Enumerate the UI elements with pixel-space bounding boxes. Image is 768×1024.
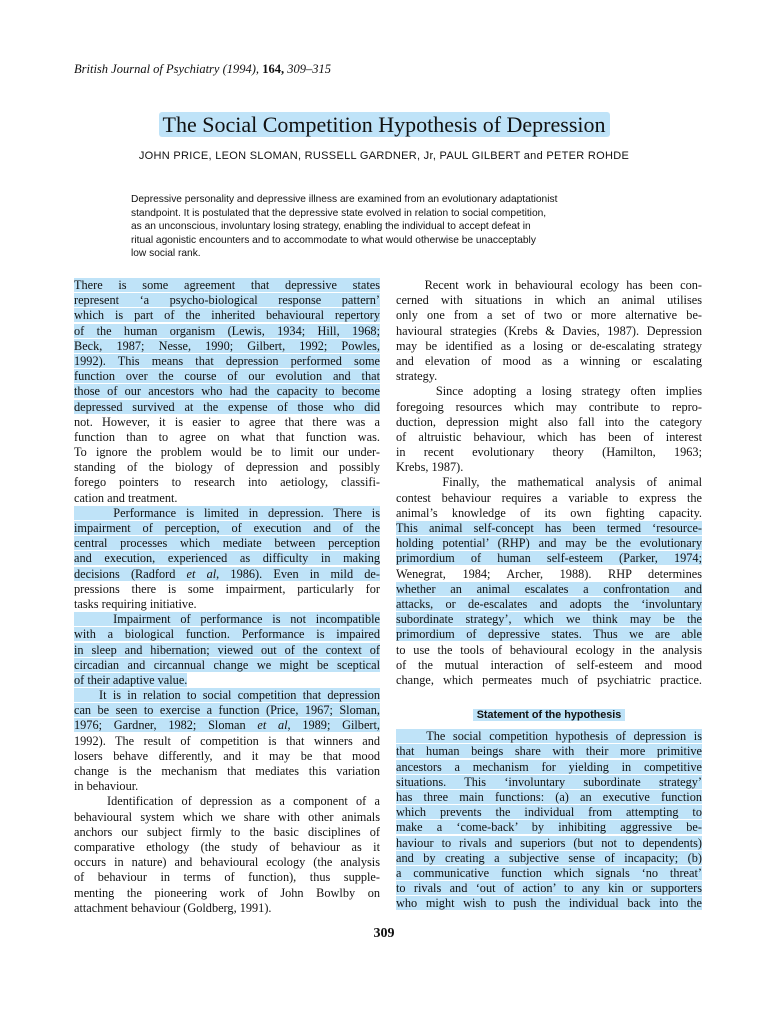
left-column-line[interactable] xyxy=(74,339,380,354)
left-column-line xyxy=(74,749,380,764)
left-column-line xyxy=(74,415,380,430)
line-text[interactable]: attacks, or de-escalates and adopts the ‘involuntary xyxy=(396,596,702,611)
right-column-line xyxy=(396,278,702,293)
line-text[interactable]: subordinate strategy’, which we think may be the xyxy=(396,612,702,627)
right-column-line[interactable] xyxy=(396,790,702,805)
line-text: only one from a set of two or more alternative be- xyxy=(396,308,702,323)
line-text[interactable]: who might wish to push the individual back into the xyxy=(396,896,702,911)
line-text: Since adopting a losing strategy often implies xyxy=(396,384,702,399)
line-text[interactable]: Performance is limited in depression. There is xyxy=(74,505,380,520)
left-column-line xyxy=(74,870,380,885)
line-text[interactable]: circadian and circannual change we might be sceptical xyxy=(74,657,380,672)
left-column-line[interactable] xyxy=(74,551,380,566)
left-column-line xyxy=(74,901,380,916)
left-column-line[interactable] xyxy=(74,612,380,627)
line-text: 1992). The result of competition is that winners and xyxy=(74,733,380,748)
journal-volume: 164, xyxy=(262,62,285,76)
right-column-top xyxy=(396,278,702,688)
right-column-line xyxy=(396,369,702,384)
right-column-line[interactable] xyxy=(396,760,702,775)
left-column-line[interactable] xyxy=(74,718,380,733)
line-text[interactable]: The social competition hypothesis of depression is xyxy=(396,729,702,744)
left-column-line[interactable] xyxy=(74,506,380,521)
abstract-line: as an unconscious, involuntary losing strategy, enabling the individual to accept defeat in xyxy=(131,221,531,232)
left-column-line xyxy=(74,430,380,445)
line-text[interactable]: primordium of human self-esteem (Parker, 1974; xyxy=(396,551,702,566)
article-title-container xyxy=(0,112,768,138)
line-text: change is the mechanism that mediates this variation xyxy=(74,764,380,778)
line-text[interactable]: of the human organism (Lewis, 1934; Hill, 1968; xyxy=(74,323,380,338)
line-text[interactable]: Beck, 1987; Nesse, 1990; Gilbert, 1992; Powles, xyxy=(74,338,380,353)
left-column-line[interactable] xyxy=(74,400,380,415)
line-text: of the mutual interaction of self-esteem and mood xyxy=(396,657,702,672)
line-text: Recent work in behavioural ecology has been con- xyxy=(396,278,702,292)
left-column-line xyxy=(74,445,380,460)
right-column-line xyxy=(396,475,702,490)
line-text[interactable]: has three main functions: (a) an executive function xyxy=(396,790,702,804)
left-column-line[interactable] xyxy=(74,324,380,339)
line-text[interactable]: primordium of depressive states. Thus we are able xyxy=(396,627,702,642)
right-column-line[interactable] xyxy=(396,851,702,866)
right-column-bottom xyxy=(396,729,702,911)
left-column-line xyxy=(74,794,380,809)
right-column-line[interactable] xyxy=(396,729,702,744)
line-text[interactable]: of their adaptive value. xyxy=(74,672,188,687)
line-text: pressions there is some impairment, particularly for xyxy=(74,581,380,596)
article-title[interactable]: The Social Competition Hypothesis of Depression xyxy=(159,112,610,137)
right-column-line xyxy=(396,354,702,369)
line-text[interactable]: in sleep and hibernation; viewed out of the context of xyxy=(74,642,380,657)
journal-pages: 309–315 xyxy=(287,62,331,76)
line-text[interactable]: There is some agreement that depressive states xyxy=(74,278,380,292)
line-text[interactable]: This animal self-concept has been termed ‘resource- xyxy=(396,521,702,535)
line-text[interactable]: whether an animal escalates a confrontation and xyxy=(396,581,702,596)
line-text: forego pointers to research into aetiology, classifi- xyxy=(74,475,380,490)
line-text[interactable]: with a biological function. Performance is impaired xyxy=(74,627,380,642)
line-text[interactable]: and by creating a subjective sense of incapacity; (b) xyxy=(396,850,702,865)
left-column-line xyxy=(74,475,380,490)
line-text: duction, depression might also fall into the category xyxy=(396,414,702,429)
line-text: havioural strategies (Krebs & Davies, 1987). Depression xyxy=(396,323,702,338)
line-text[interactable]: 1992). This means that depression performed some xyxy=(74,353,380,368)
left-column-line xyxy=(74,840,380,855)
line-text[interactable]: make a ‘come-back’ by inhibiting aggressive be- xyxy=(396,820,702,835)
right-column-line[interactable] xyxy=(396,896,702,911)
abstract-line: low social rank. xyxy=(131,248,201,259)
line-text: may be identified as a losing or de-escalating strategy xyxy=(396,338,702,353)
line-text: menting the pioneering work of John Bowlby on xyxy=(74,885,380,900)
right-column xyxy=(396,278,702,912)
right-column-line xyxy=(396,293,702,308)
right-column-line xyxy=(396,658,702,673)
line-text[interactable]: a communicative function which signals ‘no threat’ xyxy=(396,865,702,880)
line-text[interactable]: represent ‘a psycho-biological response pattern’ xyxy=(74,293,380,308)
journal-name: British Journal of Psychiatry xyxy=(74,62,220,76)
right-column-line[interactable] xyxy=(396,866,702,881)
right-column-line[interactable] xyxy=(396,551,702,566)
left-column-line xyxy=(74,734,380,749)
right-column-line[interactable] xyxy=(396,775,702,790)
line-text: foregoing resources which may contribute to repro- xyxy=(396,399,702,414)
right-column-line xyxy=(396,445,702,460)
line-text: cerned with situations in which an animal utilises xyxy=(396,293,702,308)
line-text[interactable]: Impairment of performance is not incompatible xyxy=(74,612,380,627)
left-column-line[interactable] xyxy=(74,627,380,642)
line-text: not. However, it is easier to agree that there was a xyxy=(74,414,380,429)
right-column-line xyxy=(396,430,702,445)
right-column-line[interactable] xyxy=(396,836,702,851)
right-column-line xyxy=(396,460,702,475)
left-column-line xyxy=(74,886,380,901)
left-column-line xyxy=(74,491,380,506)
line-text: occurs in nature) and behavioural ecology (the analysis xyxy=(74,855,380,870)
abstract-line: standpoint. It is postulated that the depressive state evolved in relation to social competition, xyxy=(131,207,547,219)
left-column-line[interactable] xyxy=(74,673,380,688)
right-column-line xyxy=(396,308,702,323)
left-column-line[interactable] xyxy=(74,658,380,673)
line-text: of altruistic behaviour, which has been of interest xyxy=(396,429,702,444)
line-text[interactable]: haviour to rivals and superiors (but not to dependents) xyxy=(396,835,702,850)
line-text: Identification of depression as a component of a xyxy=(74,794,380,809)
line-text: tasks requiring initiative. xyxy=(74,596,197,611)
line-text: anchors our subject firmly to the basic disciplines of xyxy=(74,824,380,839)
line-text: in behaviour. xyxy=(74,779,139,794)
line-text: function than to agree on what that function was. xyxy=(74,429,380,444)
left-column xyxy=(74,278,380,916)
left-column-line[interactable] xyxy=(74,293,380,308)
left-column-line xyxy=(74,582,380,597)
section-heading[interactable]: Statement of the hypothesis xyxy=(473,709,626,721)
left-column-line[interactable] xyxy=(74,278,380,293)
left-column-line[interactable] xyxy=(74,688,380,703)
left-column-line[interactable] xyxy=(74,521,380,536)
right-column-line xyxy=(396,491,702,506)
line-text[interactable]: decisions (Radford et al, 1986). Even in mild de- xyxy=(74,566,380,581)
right-column-line[interactable] xyxy=(396,536,702,551)
line-text[interactable]: 1976; Gardner, 1982; Sloman et al, 1989; Gilbert, xyxy=(74,718,380,733)
line-text: Krebs, 1987). xyxy=(396,460,464,475)
right-column-line[interactable] xyxy=(396,597,702,612)
left-column-line xyxy=(74,779,380,794)
left-column-line[interactable] xyxy=(74,308,380,323)
line-text: losers behave differently, and it may be that mood xyxy=(74,748,380,763)
line-text: standing of the biology of depression and possibly xyxy=(74,460,380,475)
left-column-line[interactable] xyxy=(74,643,380,658)
line-text[interactable]: impairment of perception, of execution and of the xyxy=(74,521,380,535)
left-column-line xyxy=(74,597,380,612)
left-column-line[interactable] xyxy=(74,703,380,718)
right-column-line[interactable] xyxy=(396,612,702,627)
right-column-line[interactable] xyxy=(396,805,702,820)
right-column-line xyxy=(396,643,702,658)
left-column-line xyxy=(74,460,380,475)
line-text: Wenegrat, 1984; Archer, 1988). RHP determines xyxy=(396,566,702,581)
line-text: Finally, the mathematical analysis of animal xyxy=(396,475,702,490)
abstract xyxy=(131,193,651,261)
left-column-line[interactable] xyxy=(74,384,380,399)
line-text[interactable]: to rivals and ‘out of action’ to any kin or supporters xyxy=(396,881,702,896)
right-column-line xyxy=(396,567,702,582)
abstract-line: ritual agonistic encounters and to accommodate to what would otherwise be unacceptably xyxy=(131,234,536,246)
right-column-line[interactable] xyxy=(396,744,702,759)
left-column-line[interactable] xyxy=(74,567,380,582)
right-column-line xyxy=(396,415,702,430)
left-column-line xyxy=(74,764,380,779)
right-column-line[interactable] xyxy=(396,820,702,835)
right-column-line[interactable] xyxy=(396,521,702,536)
line-text[interactable]: can be seen to exercise a function (Price, 1967; Sloman, xyxy=(74,703,380,718)
line-text: strategy. xyxy=(396,369,438,384)
line-text[interactable]: and execution, experienced as difficulty in making xyxy=(74,551,380,566)
author-list: JOHN PRICE, LEON SLOMAN, RUSSELL GARDNER, Jr, PAUL GILBERT and PETER ROHDE xyxy=(138,150,630,162)
line-text[interactable]: situations. This ‘involuntary subordinate strategy’ xyxy=(396,774,702,789)
journal-year: (1994), xyxy=(222,62,260,76)
page-number: 309 xyxy=(373,926,395,941)
line-text[interactable]: ancestors a mechanism for yielding in competitive xyxy=(396,759,702,774)
right-column-line[interactable] xyxy=(396,627,702,642)
line-text[interactable]: It is in relation to social competition that depression xyxy=(74,688,380,703)
right-column-line[interactable] xyxy=(396,582,702,597)
line-text: cation and treatment. xyxy=(74,490,178,505)
line-text[interactable]: which is part of the inherited behavioural repertory xyxy=(74,308,380,323)
line-text: in recent evolutionary theory (Hamilton, 1963; xyxy=(396,445,702,460)
right-column-line xyxy=(396,400,702,415)
line-text: animal’s knowledge of its own fighting capacity. xyxy=(396,505,702,520)
line-text: To ignore the problem would be to limit our under- xyxy=(74,445,380,460)
line-text[interactable]: holding potential’ (RHP) and may be the evolutionary xyxy=(396,536,702,551)
line-text[interactable]: those of our ancestors who had the capacity to become xyxy=(74,384,380,399)
line-text: behavioural system which we share with other animals xyxy=(74,809,380,824)
line-text: change, which permeates much of psychiatric practice. xyxy=(396,672,702,687)
right-column-line[interactable] xyxy=(396,881,702,896)
right-column-line xyxy=(396,673,702,688)
left-column-line[interactable] xyxy=(74,369,380,384)
left-column-line xyxy=(74,855,380,870)
section-heading-container xyxy=(396,708,702,723)
right-column-line xyxy=(396,324,702,339)
left-column-line[interactable] xyxy=(74,354,380,369)
line-text: of behaviour in terms of function), thus supple- xyxy=(74,870,380,885)
line-text: comparative ethology (the study of behaviour as it xyxy=(74,839,380,854)
line-text[interactable]: function over the course of our evolution and that xyxy=(74,369,380,384)
journal-citation xyxy=(74,62,331,77)
left-column-line[interactable] xyxy=(74,536,380,551)
line-text: and elevation of mood as a winning or escalating xyxy=(396,353,702,368)
line-text: contest behaviour requires a variable to express the xyxy=(396,490,702,505)
line-text: attachment behaviour (Goldberg, 1991). xyxy=(74,900,272,915)
line-text: to use the tools of behavioural ecology in the analysis xyxy=(396,642,702,657)
line-text[interactable]: central processes which mediate between perception xyxy=(74,536,380,551)
line-text[interactable]: depressed survived at the expense of those who did xyxy=(74,399,380,414)
right-column-line xyxy=(396,506,702,521)
left-column-line xyxy=(74,810,380,825)
right-column-line xyxy=(396,384,702,399)
left-column-line xyxy=(74,825,380,840)
abstract-line: Depressive personality and depressive illness are examined from an evolutionary adaptationist xyxy=(131,194,558,205)
right-column-line xyxy=(396,339,702,354)
line-text[interactable]: which prevents the individual from attempting to xyxy=(396,805,702,820)
line-text[interactable]: that human beings share with their more primitive xyxy=(396,744,702,759)
